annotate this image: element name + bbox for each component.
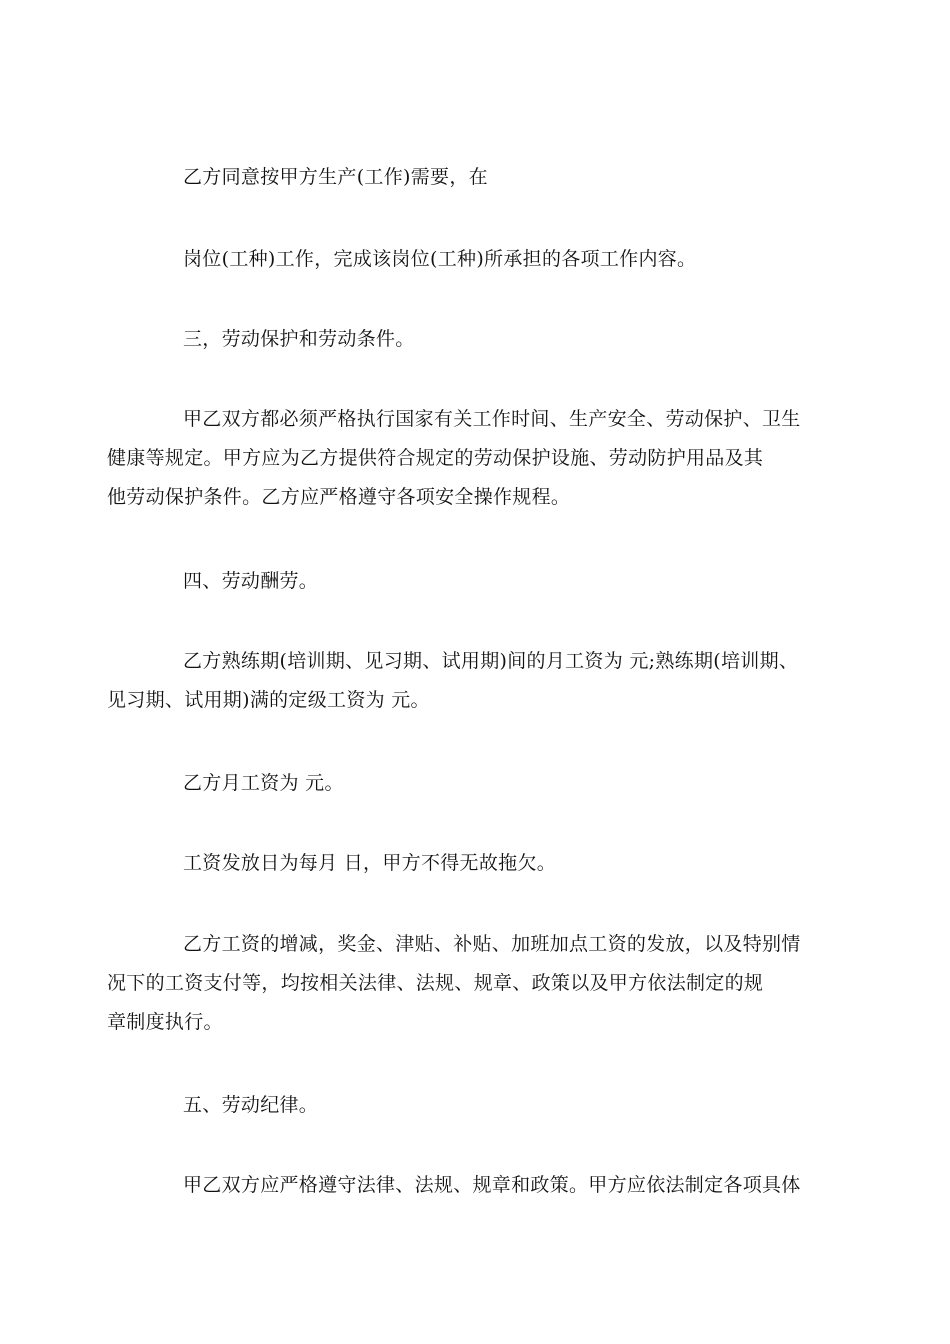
text-line: 三，劳动保护和劳动条件。 — [183, 328, 415, 350]
text-line: 四、劳动酬劳。 — [183, 570, 319, 592]
text-line: 甲乙双方应严格遵守法律、法规、规章和政策。甲方应依法制定各项具体 — [183, 1174, 801, 1196]
text-line: 乙方工资的增减，奖金、津贴、补贴、加班加点工资的发放，以及特别情 — [183, 933, 801, 955]
text-line: 况下的工资支付等，均按相关法律、法规、规章、政策以及甲方依法制定的规 — [107, 972, 764, 994]
text-line: 工资发放日为每月 日，甲方不得无故拖欠。 — [183, 852, 557, 874]
text-line: 乙方熟练期(培训期、见习期、试用期)间的月工资为 元;熟练期(培训期、 — [183, 650, 799, 672]
text-line: 乙方同意按甲方生产(工作)需要，在 — [183, 166, 488, 188]
paragraph — [107, 925, 805, 1042]
text-line: 章制度执行。 — [107, 1011, 223, 1033]
text-line: 五、劳动纪律。 — [183, 1094, 319, 1116]
text-line: 岗位(工种)工作，完成该岗位(工种)所承担的各项工作内容。 — [183, 248, 697, 270]
section-heading — [145, 1086, 805, 1125]
section-heading — [145, 562, 805, 601]
text-line: 甲乙双方都必须严格执行国家有关工作时间、生产安全、劳动保护、卫生 — [183, 408, 801, 430]
text-line: 他劳动保护条件。乙方应严格遵守各项安全操作规程。 — [107, 486, 571, 508]
text-line: 健康等规定。甲方应为乙方提供符合规定的劳动保护设施、劳动防护用品及其 — [107, 447, 764, 469]
paragraph — [145, 240, 805, 279]
section-heading — [145, 320, 805, 359]
paragraph — [145, 764, 805, 803]
paragraph — [107, 400, 805, 517]
text-line: 乙方月工资为 元。 — [183, 772, 344, 794]
text-line: 见习期、试用期)满的定级工资为 元。 — [107, 689, 430, 711]
paragraph — [145, 158, 805, 197]
paragraph — [145, 844, 805, 883]
paragraph — [145, 1166, 805, 1205]
paragraph — [107, 642, 805, 720]
